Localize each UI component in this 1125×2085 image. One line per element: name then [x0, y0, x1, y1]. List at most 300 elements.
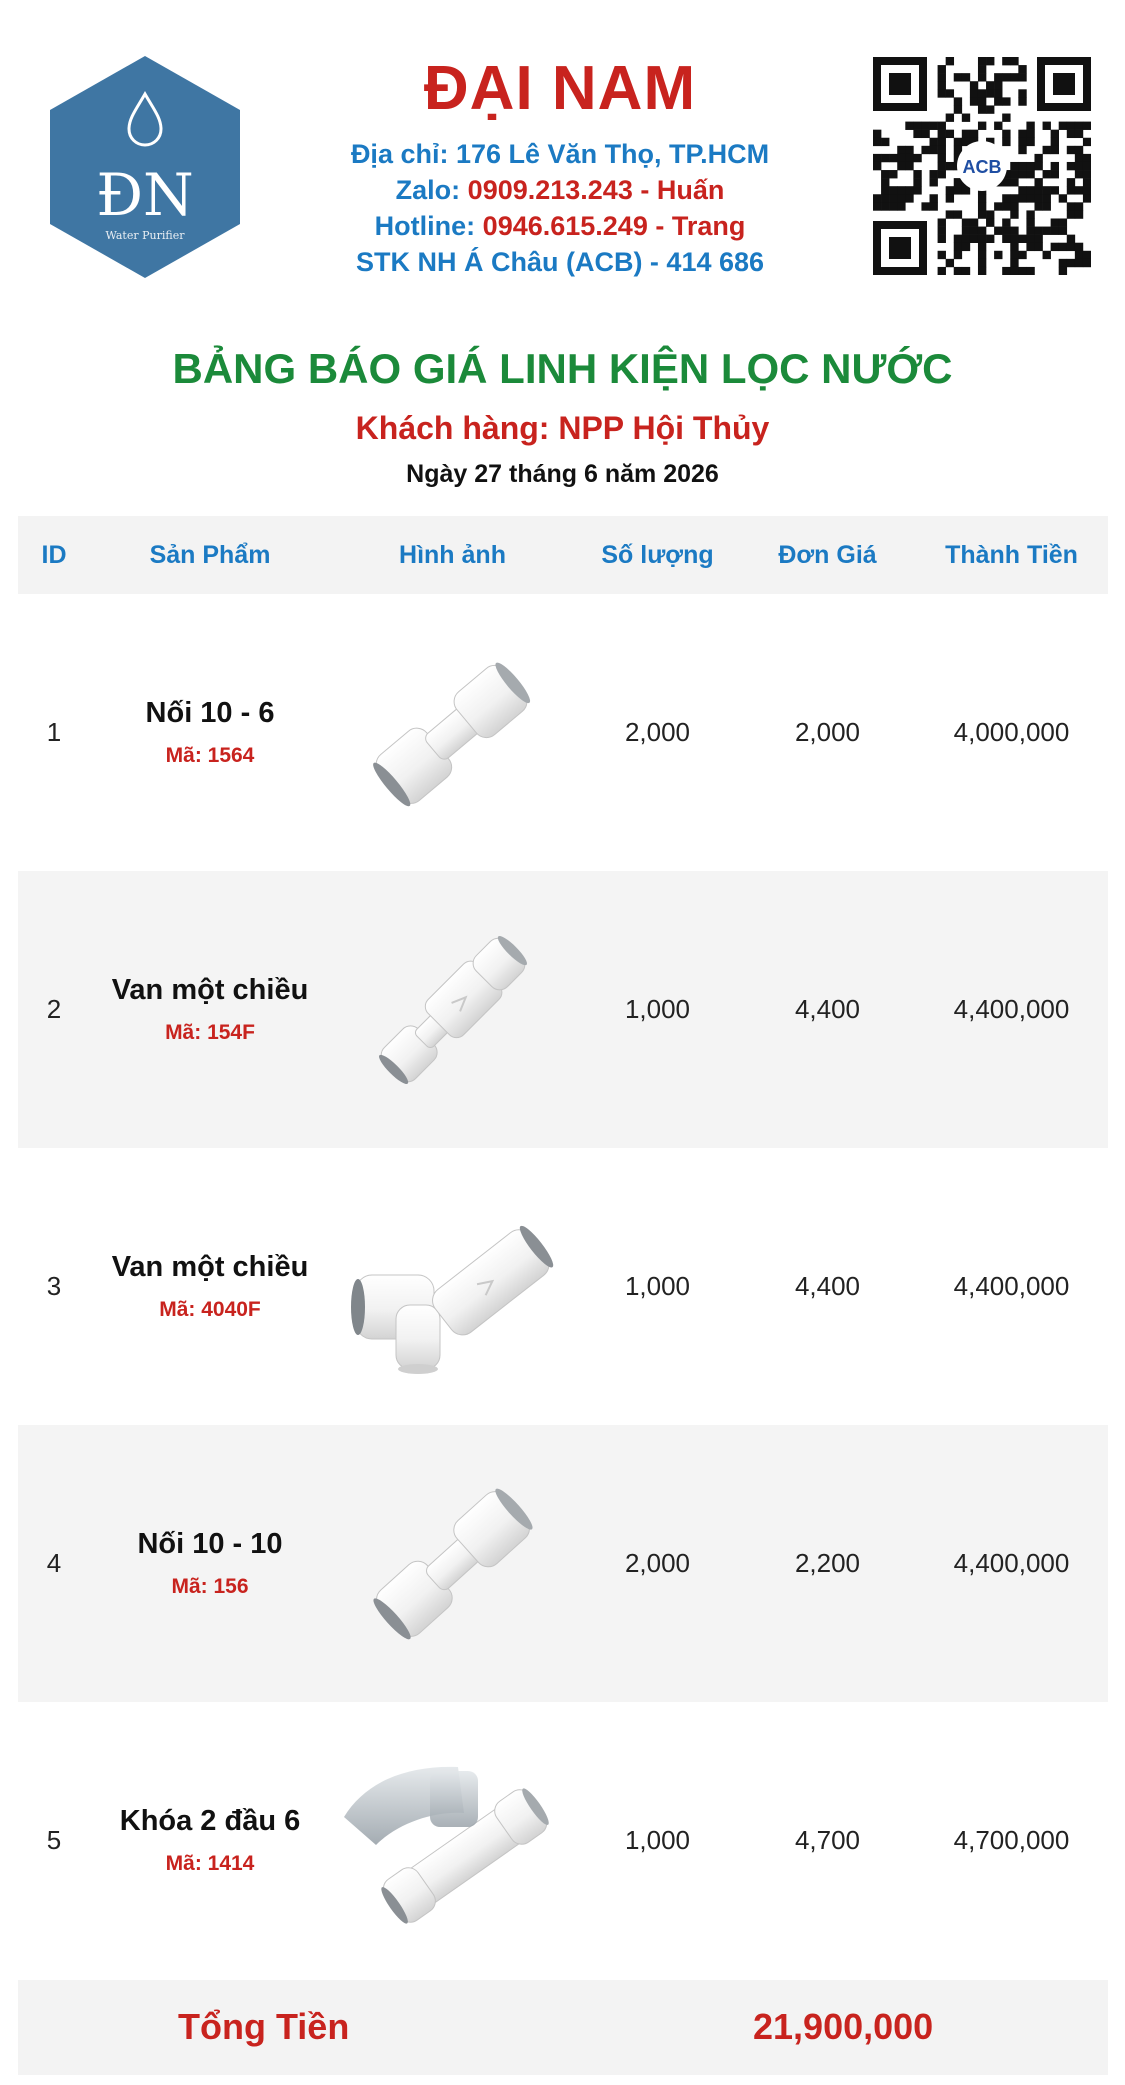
qr-module	[962, 73, 970, 81]
qr-module	[938, 138, 946, 146]
qr-module	[930, 146, 938, 154]
qr-module	[1002, 202, 1010, 210]
product-cell	[90, 974, 330, 1045]
straight-reducer-connector-image	[353, 633, 553, 833]
inline-check-valve-image	[353, 910, 553, 1110]
qr-module	[1018, 235, 1026, 243]
qr-module	[1051, 227, 1059, 235]
qr-module	[873, 138, 881, 146]
qr-module	[1051, 146, 1059, 154]
product-code: Mã: 4040F	[159, 1298, 261, 1321]
qr-module	[962, 218, 970, 226]
header-image: Hình ảnh	[399, 540, 506, 569]
quantity: 2,000	[624, 1548, 691, 1578]
qr-module	[1059, 218, 1067, 226]
qr-module	[1010, 178, 1018, 186]
qr-module	[946, 259, 954, 267]
qr-module	[978, 243, 986, 251]
qr-module	[978, 89, 986, 97]
qr-module	[1059, 194, 1067, 202]
qr-module	[994, 251, 1002, 259]
two-way-shutoff-valve-image	[338, 1741, 568, 1941]
bank-account-line: STK NH Á Châu (ACB) - 414 686	[355, 247, 765, 277]
product-name: Nối 10 - 6	[145, 697, 275, 729]
qr-module	[938, 218, 946, 226]
qr-module	[1026, 267, 1034, 275]
qr-module	[1026, 186, 1034, 194]
qr-module	[873, 154, 881, 162]
qr-module	[946, 186, 954, 194]
qr-module	[905, 194, 913, 202]
qr-module	[938, 146, 946, 154]
qr-module	[978, 105, 986, 113]
qr-module	[1010, 210, 1018, 218]
qr-module	[889, 202, 897, 210]
qr-module	[905, 122, 913, 130]
qr-module	[946, 89, 954, 97]
product-name: Khóa 2 đầu 6	[119, 1805, 301, 1837]
qr-module	[930, 122, 938, 130]
qr-module	[962, 243, 970, 251]
qr-module	[1075, 130, 1083, 138]
qr-module	[1059, 267, 1067, 275]
qr-module	[1034, 178, 1042, 186]
line-total: 4,400,000	[953, 1548, 1070, 1578]
qr-module	[938, 154, 946, 162]
qr-module	[913, 178, 921, 186]
qr-module	[897, 202, 905, 210]
svg-text:Water Purifier: Water Purifier	[105, 229, 185, 242]
qr-module	[1075, 210, 1083, 218]
qr-module	[1083, 170, 1091, 178]
table-row	[18, 594, 1108, 871]
price-table	[18, 516, 1108, 1979]
qr-module	[1018, 267, 1026, 275]
qr-module	[1034, 194, 1042, 202]
qr-module	[930, 194, 938, 202]
qr-module	[889, 154, 897, 162]
qr-module	[1002, 97, 1010, 105]
qr-module	[1034, 243, 1042, 251]
qr-module	[881, 186, 889, 194]
header-unit-price: Đơn Giá	[778, 540, 877, 569]
qr-module	[1002, 194, 1010, 202]
qr-module	[1051, 186, 1059, 194]
qr-module	[1034, 154, 1042, 162]
qr-module	[921, 130, 929, 138]
unit-price: 2,000	[794, 717, 861, 747]
header-quantity: Số lượng	[601, 540, 714, 569]
qr-module	[1018, 251, 1026, 259]
unit-price: 4,400	[794, 994, 861, 1024]
qr-module	[1018, 130, 1026, 138]
qr-module	[978, 251, 986, 259]
qr-module	[978, 235, 986, 243]
qr-module	[938, 162, 946, 170]
qr-module	[1075, 259, 1083, 267]
qr-module	[954, 267, 962, 275]
qr-module	[1018, 146, 1026, 154]
qr-module	[954, 105, 962, 113]
qr-module	[1010, 227, 1018, 235]
qr-module	[994, 122, 1002, 130]
qr-module	[881, 178, 889, 186]
qr-module	[930, 178, 938, 186]
qr-module	[1010, 267, 1018, 275]
qr-module	[978, 210, 986, 218]
qr-module	[1075, 170, 1083, 178]
qr-module	[1018, 194, 1026, 202]
qr-module	[1010, 235, 1018, 243]
product-name: Van một chiều	[111, 974, 309, 1006]
qr-module	[1083, 162, 1091, 170]
qr-module	[913, 186, 921, 194]
qr-module	[905, 186, 913, 194]
qr-module	[1018, 65, 1026, 73]
qr-module	[1051, 170, 1059, 178]
qr-module	[938, 89, 946, 97]
qr-module	[913, 130, 921, 138]
qr-module	[970, 89, 978, 97]
qr-module	[954, 186, 962, 194]
qr-module	[978, 202, 986, 210]
line-total: 4,000,000	[953, 717, 1070, 747]
company-name: ĐẠI NAM	[423, 54, 697, 123]
qr-module	[946, 194, 954, 202]
product-name: Van một chiều	[111, 1251, 309, 1283]
table-row	[18, 871, 1108, 1148]
qr-module	[994, 81, 1002, 89]
qr-module	[1002, 218, 1010, 226]
qr-module	[905, 154, 913, 162]
product-code: Mã: 156	[171, 1575, 249, 1598]
product-code: Mã: 154F	[165, 1021, 255, 1044]
qr-module	[1075, 162, 1083, 170]
qr-module	[905, 162, 913, 170]
qr-module	[1083, 186, 1091, 194]
qr-module	[938, 251, 946, 259]
qr-module	[1002, 178, 1010, 186]
qr-module	[930, 170, 938, 178]
qr-module	[930, 138, 938, 146]
unit-price: 4,700	[794, 1825, 861, 1855]
qr-module	[986, 81, 994, 89]
quantity: 1,000	[624, 1825, 691, 1855]
qr-module	[1002, 130, 1010, 138]
qr-module	[1002, 57, 1010, 65]
qr-module	[978, 122, 986, 130]
qr-module	[1043, 227, 1051, 235]
qr-module	[1034, 162, 1042, 170]
qr-module	[962, 186, 970, 194]
company-info	[290, 54, 830, 280]
qr-module	[1083, 138, 1091, 146]
qr-module	[921, 146, 929, 154]
qr-module	[978, 57, 986, 65]
qr-module	[1067, 178, 1075, 186]
product-image-cell	[330, 1187, 575, 1387]
qr-module	[938, 235, 946, 243]
qr-module	[1026, 130, 1034, 138]
product-cell	[90, 1805, 330, 1876]
qr-module	[1067, 259, 1075, 267]
qr-module	[986, 235, 994, 243]
qr-module	[1075, 243, 1083, 251]
qr-module	[1043, 186, 1051, 194]
qr-module	[978, 267, 986, 275]
qr-module	[1018, 186, 1026, 194]
qr-module	[978, 65, 986, 73]
row-id: 5	[46, 1825, 62, 1855]
qr-module	[1018, 138, 1026, 146]
qr-module	[897, 154, 905, 162]
grand-total-bar	[18, 1980, 1108, 2075]
elbow-check-valve-image	[338, 1187, 568, 1387]
qr-module	[1002, 267, 1010, 275]
table-row	[18, 1148, 1108, 1425]
qr-module	[954, 235, 962, 243]
qr-module	[873, 130, 881, 138]
qr-module	[986, 57, 994, 65]
qr-module	[1026, 218, 1034, 226]
quantity: 1,000	[624, 1271, 691, 1301]
qr-module	[978, 259, 986, 267]
qr-module	[1083, 154, 1091, 162]
qr-module	[1026, 162, 1034, 170]
qr-module	[1083, 178, 1091, 186]
quantity: 2,000	[624, 717, 691, 747]
qr-module	[1034, 202, 1042, 210]
qr-module	[897, 146, 905, 154]
table-row	[18, 1702, 1108, 1979]
qr-module	[881, 138, 889, 146]
qr-module	[889, 194, 897, 202]
company-logo	[44, 52, 246, 282]
qr-module	[1026, 138, 1034, 146]
qr-module	[986, 105, 994, 113]
qr-module	[938, 65, 946, 73]
qr-module	[962, 227, 970, 235]
qr-module	[1059, 243, 1067, 251]
qr-module	[913, 154, 921, 162]
qr-module	[1051, 218, 1059, 226]
qr-module	[1051, 243, 1059, 251]
qr-module	[1043, 146, 1051, 154]
qr-module	[1051, 162, 1059, 170]
qr-module	[1018, 170, 1026, 178]
qr-module	[954, 97, 962, 105]
qr-module	[897, 162, 905, 170]
qr-module	[946, 162, 954, 170]
header-id: ID	[41, 540, 67, 569]
qr-module	[1034, 186, 1042, 194]
qr-module	[1010, 251, 1018, 259]
qr-module	[1075, 122, 1083, 130]
qr-module	[962, 114, 970, 122]
row-id: 4	[46, 1548, 62, 1578]
qr-module	[1010, 243, 1018, 251]
qr-module	[1026, 194, 1034, 202]
qr-module	[994, 73, 1002, 81]
qr-module	[954, 210, 962, 218]
qr-module	[1051, 130, 1059, 138]
qr-module	[1083, 251, 1091, 259]
qr-module	[1010, 162, 1018, 170]
qr-module	[1034, 235, 1042, 243]
qr-module	[873, 202, 881, 210]
qr-module	[986, 210, 994, 218]
qr-module	[1043, 170, 1051, 178]
row-id: 1	[46, 717, 62, 747]
header-line-total: Thành Tiền	[945, 540, 1078, 569]
qr-module	[881, 194, 889, 202]
zalo-line: Zalo: 0909.213.243 - Huấn	[395, 175, 725, 205]
product-image-cell	[330, 1464, 575, 1664]
qr-module	[873, 162, 881, 170]
qr-module	[970, 218, 978, 226]
qr-module	[1067, 130, 1075, 138]
qr-module	[994, 89, 1002, 97]
qr-module	[1034, 227, 1042, 235]
hotline-line: Hotline: 0946.615.249 - Trang	[374, 211, 746, 241]
qr-module	[970, 130, 978, 138]
qr-module	[1018, 97, 1026, 105]
line-total: 4,400,000	[953, 994, 1070, 1024]
qr-module	[938, 267, 946, 275]
header-product: Sản Phẩm	[149, 540, 271, 569]
qr-module	[1010, 202, 1018, 210]
svg-text:ĐN: ĐN	[96, 161, 194, 229]
line-total: 4,400,000	[953, 1271, 1070, 1301]
letterhead	[0, 0, 1125, 300]
qr-module	[1083, 122, 1091, 130]
qr-module	[1059, 122, 1067, 130]
qr-module	[1010, 73, 1018, 81]
qr-module	[889, 186, 897, 194]
qr-module	[1010, 170, 1018, 178]
qr-module	[954, 138, 962, 146]
qr-module	[1002, 138, 1010, 146]
qr-module	[1026, 243, 1034, 251]
qr-module	[1026, 210, 1034, 218]
qr-module	[1067, 122, 1075, 130]
qr-module	[938, 122, 946, 130]
quantity: 1,000	[624, 994, 691, 1024]
qr-module	[881, 202, 889, 210]
line-total: 4,700,000	[953, 1825, 1070, 1855]
qr-module	[1010, 259, 1018, 267]
qr-module	[1075, 146, 1083, 154]
qr-module	[978, 194, 986, 202]
qr-module	[954, 251, 962, 259]
qr-module	[1018, 73, 1026, 81]
qr-module	[905, 146, 913, 154]
qr-module	[970, 227, 978, 235]
qr-module	[978, 227, 986, 235]
qr-module	[1067, 186, 1075, 194]
qr-module	[1002, 227, 1010, 235]
qr-module	[946, 114, 954, 122]
qr-module	[1075, 154, 1083, 162]
qr-module	[1018, 162, 1026, 170]
table-header	[18, 516, 1108, 594]
qr-module	[1002, 114, 1010, 122]
qr-module	[1083, 259, 1091, 267]
row-id: 3	[46, 1271, 62, 1301]
bank-qr-code	[873, 57, 1091, 275]
qr-module	[1075, 251, 1083, 259]
qr-module	[962, 235, 970, 243]
qr-module	[1067, 210, 1075, 218]
qr-module	[978, 73, 986, 81]
product-image-cell	[330, 633, 575, 833]
document-title: BẢNG BÁO GIÁ LINH KIỆN LỌC NƯỚC	[172, 345, 953, 392]
grand-total-value: 21,900,000	[753, 2006, 934, 2047]
qr-module	[1043, 251, 1051, 259]
qr-module	[921, 202, 929, 210]
product-cell	[90, 1251, 330, 1322]
qr-module	[921, 122, 929, 130]
qr-module	[1067, 235, 1075, 243]
qr-module	[1002, 73, 1010, 81]
qr-module	[1067, 202, 1075, 210]
qr-module	[1026, 170, 1034, 178]
address-line: Địa chỉ: 176 Lê Văn Thọ, TP.HCM	[350, 139, 770, 169]
qr-module	[1018, 89, 1026, 97]
qr-module	[897, 186, 905, 194]
qr-module	[1067, 146, 1075, 154]
unit-price: 2,200	[794, 1548, 861, 1578]
qr-module	[986, 89, 994, 97]
svg-text:ACB: ACB	[962, 157, 1002, 177]
customer-name: Khách hàng: NPP Hội Thủy	[355, 410, 770, 446]
qr-module	[938, 130, 946, 138]
qr-module	[913, 170, 921, 178]
qr-module	[889, 170, 897, 178]
product-code: Mã: 1564	[165, 744, 255, 767]
qr-module	[1059, 259, 1067, 267]
qr-module	[1043, 122, 1051, 130]
qr-module	[881, 170, 889, 178]
qr-module	[986, 218, 994, 226]
qr-module	[1067, 243, 1075, 251]
qr-module	[1043, 202, 1051, 210]
qr-module	[913, 122, 921, 130]
qr-module	[1002, 235, 1010, 243]
qr-module	[1075, 186, 1083, 194]
qr-module	[954, 178, 962, 186]
qr-module	[946, 57, 954, 65]
unit-price: 4,400	[794, 1271, 861, 1301]
qr-module	[1051, 138, 1059, 146]
product-code: Mã: 1414	[165, 1852, 255, 1875]
qr-module	[994, 97, 1002, 105]
qr-module	[1010, 194, 1018, 202]
qr-module	[1026, 227, 1034, 235]
qr-module	[1067, 162, 1075, 170]
qr-module	[1026, 235, 1034, 243]
qr-module	[962, 130, 970, 138]
row-id: 2	[46, 994, 62, 1024]
table-row	[18, 1425, 1108, 1702]
qr-module	[970, 97, 978, 105]
qr-module	[970, 235, 978, 243]
qr-module	[873, 194, 881, 202]
product-cell	[90, 1528, 330, 1599]
product-image-cell	[330, 910, 575, 1110]
qr-module	[881, 154, 889, 162]
product-cell	[90, 697, 330, 768]
